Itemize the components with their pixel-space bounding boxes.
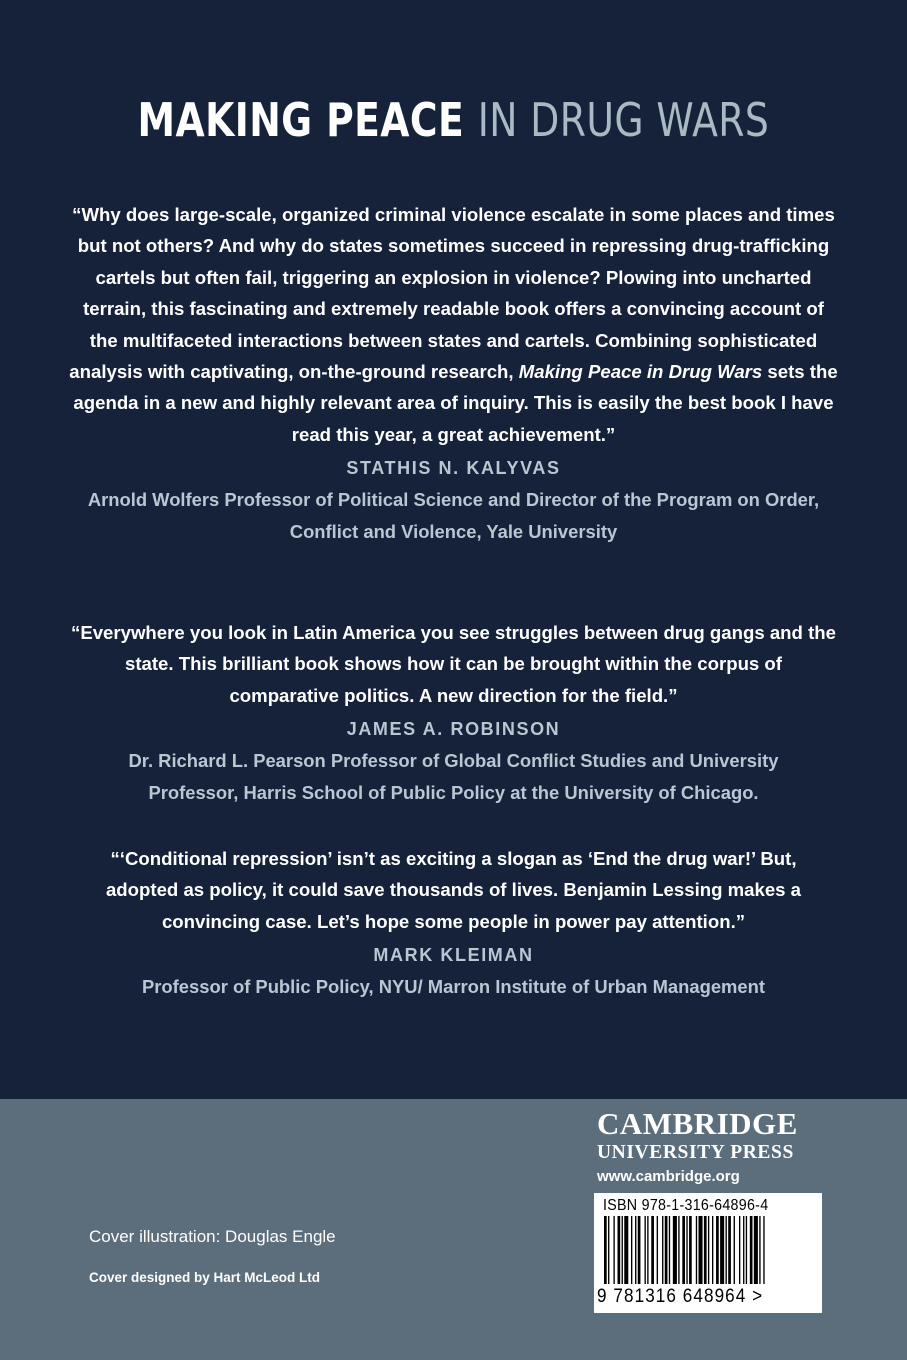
barcode-bar <box>682 1216 685 1284</box>
barcode-bar <box>739 1216 740 1284</box>
barcode-bar <box>759 1216 760 1284</box>
barcode-bar <box>696 1216 697 1284</box>
publisher-name: CAMBRIDGE <box>597 1106 798 1141</box>
endorsement-1 <box>60 199 847 547</box>
publisher-url: www.cambridge.org <box>597 1168 740 1185</box>
barcode-bar <box>712 1216 713 1284</box>
endorsement-author: STATHIS N. KALYVAS <box>346 458 561 479</box>
isbn-label: ISBN 978-1-316-64896-4 <box>603 1197 769 1214</box>
publisher-logo <box>597 1106 827 1188</box>
design-credit: Cover designed by Hart McLeod Ltd <box>89 1270 321 1285</box>
barcode <box>594 1193 822 1313</box>
barcode-bar <box>746 1216 747 1284</box>
barcode-bar <box>673 1216 677 1284</box>
title-part1: MAKING PEACE <box>137 93 465 147</box>
endorsement-2 <box>70 617 837 808</box>
barcode-bar <box>716 1216 719 1284</box>
barcode-bar <box>763 1216 764 1284</box>
barcode-bar <box>708 1216 709 1284</box>
barcode-bar <box>647 1216 648 1284</box>
barcode-bar <box>624 1216 628 1284</box>
ean-digits: 9 781316 648964 > <box>597 1286 764 1307</box>
publisher-subtitle: UNIVERSITY PRESS <box>597 1142 794 1163</box>
barcode-bar <box>728 1216 731 1284</box>
barcode-bar <box>699 1216 703 1284</box>
barcode-bar <box>635 1216 636 1284</box>
endorsement-quote: “‘Conditional repression’ isn’t as exciting a slogan as ‘End the drug war!’ But, adopted as policy, it could save thousands of lives. Benjamin Lessing makes a convincing case. Let’s hope some people in power pay attention.” <box>105 848 802 932</box>
barcode-bar <box>613 1216 614 1284</box>
barcode-bar <box>651 1216 654 1284</box>
barcode-bar <box>734 1216 735 1284</box>
barcode-bar <box>662 1216 663 1284</box>
barcode-bar <box>750 1216 753 1284</box>
barcode-bar <box>686 1216 687 1284</box>
endorsement-affiliation: Professor of Public Policy, NYU/ Marron Institute of Urban Management <box>142 976 765 998</box>
endorsement-author: JAMES A. ROBINSON <box>346 719 561 740</box>
endorsement-quote: “Everywhere you look in Latin America you see struggles between drug gangs and the state. This brilliant book shows how it can be brought within the corpus of comparative politics. A new direction for the field.” <box>71 622 836 706</box>
barcode-bar <box>743 1216 744 1284</box>
endorsement-quote: “Why does large-scale, organized criminal violence escalate in some places and times but not others? And why do states sometimes succeed in repressing drug-trafficking cartels but often fail, triggering an explosion in violence? Plowing into uncharted terrain, this fascinating and extremely readable book offers a convincing account of the multifaceted interactions between states and cartels. Combining sophisticated analysis with captivating, on-the-ground research, Making Peace in Drug Wars sets the agenda in a new and highly relevant area of inquiry. This is easily the best book I have read this year, a great achievement.” <box>69 204 838 445</box>
barcode-bar <box>720 1216 724 1284</box>
barcode-bar <box>638 1216 641 1284</box>
barcode-bar <box>678 1216 679 1284</box>
barcode-bar <box>608 1216 609 1284</box>
barcode-bar <box>657 1216 658 1284</box>
barcode-bar <box>618 1216 621 1284</box>
book-title <box>82 88 826 152</box>
barcode-bar <box>754 1216 758 1284</box>
barcode-bar <box>665 1216 668 1284</box>
barcode-bar <box>726 1216 727 1284</box>
barcode-bar <box>631 1216 632 1284</box>
endorsement-affiliation: Arnold Wolfers Professor of Political Science and Director of the Program on Order, Conflict and Violence, Yale University <box>87 489 820 542</box>
barcode-bar <box>669 1216 670 1284</box>
barcode-bar <box>645 1216 646 1284</box>
barcode-bars <box>604 1216 810 1286</box>
endorsement-author: MARK KLEIMAN <box>373 945 534 966</box>
barcode-bar <box>604 1216 607 1284</box>
illustration-credit: Cover illustration: Douglas Engle <box>89 1227 336 1246</box>
barcode-bar <box>622 1216 623 1284</box>
barcode-bar <box>704 1216 707 1284</box>
endorsement-3 <box>80 843 827 1003</box>
title-part2: IN DRUG WARS <box>477 93 770 147</box>
barcode-bar <box>689 1216 692 1284</box>
endorsement-affiliation: Dr. Richard L. Pearson Professor of Global Conflict Studies and University Professor, Harris School of Public Policy at the University of Chicago. <box>128 750 779 803</box>
